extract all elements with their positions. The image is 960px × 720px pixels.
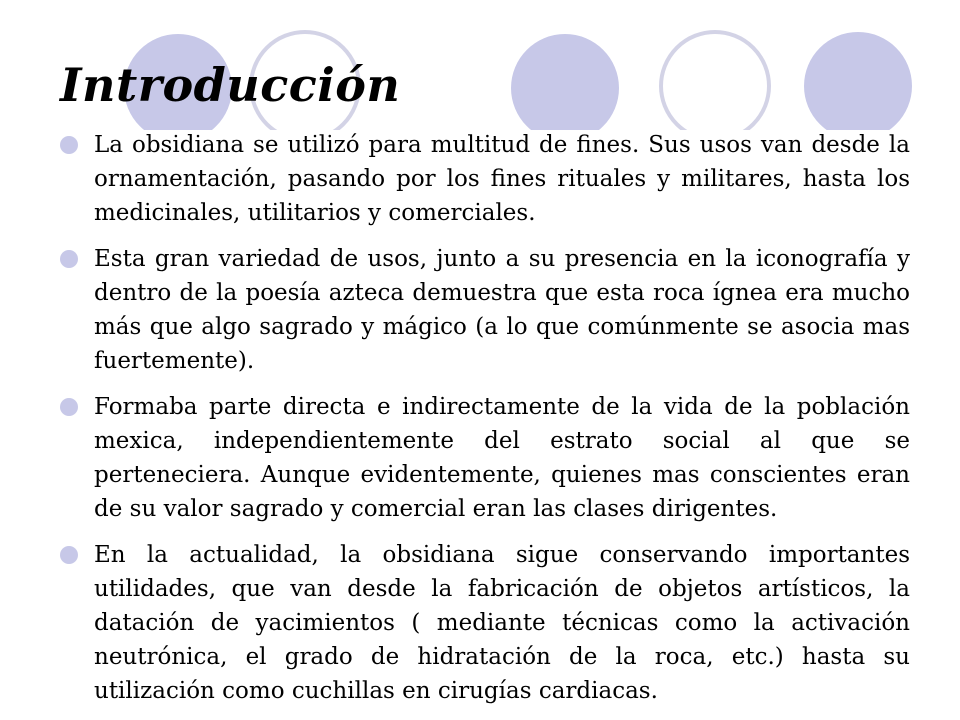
bullet-text: En la actualidad, la obsidiana sigue conservando importantes utilidades, que van desde la fabricación de objetos artísticos, la datación de yacimientos ( mediante técnicas como la activación neutrónica, el grado de hidratación de la roca, etc.) hasta su utilización como cuchillas en cirugías cardiacas. (94, 542, 910, 704)
bullet-text: Formaba parte directa e indirectamente de la vida de la población mexica, independientemente del estrato social al que se perteneciera. Aunque evidentemente, quienes mas conscientes eran de su valor sagrado y comercial eran las clases dirigentes. (94, 394, 910, 522)
bullet-text: Esta gran variedad de usos, junto a su presencia en la iconografía y dentro de la poesía azteca demuestra que esta roca ígnea era mucho más que algo sagrado y mágico (a lo que comúnmente se asocia mas fuertemente). (94, 246, 910, 374)
bullet-icon (60, 546, 78, 564)
filled-circle (804, 32, 912, 130)
bullet-item (60, 538, 910, 708)
bullet-item (60, 390, 910, 526)
bullet-icon (60, 398, 78, 416)
bullet-icon (60, 136, 78, 154)
bullet-text: La obsidiana se utilizó para multitud de fines. Sus usos van desde la ornamentación, pasando por los fines rituales y militares, hasta los medicinales, utilitarios y comerciales. (94, 132, 910, 226)
bullet-list (60, 128, 910, 720)
bullet-item (60, 128, 910, 230)
outline-circle (661, 32, 769, 130)
bullet-icon (60, 250, 78, 268)
filled-circle (511, 34, 619, 130)
slide-title: Introducción (60, 58, 401, 112)
bullet-item (60, 242, 910, 378)
